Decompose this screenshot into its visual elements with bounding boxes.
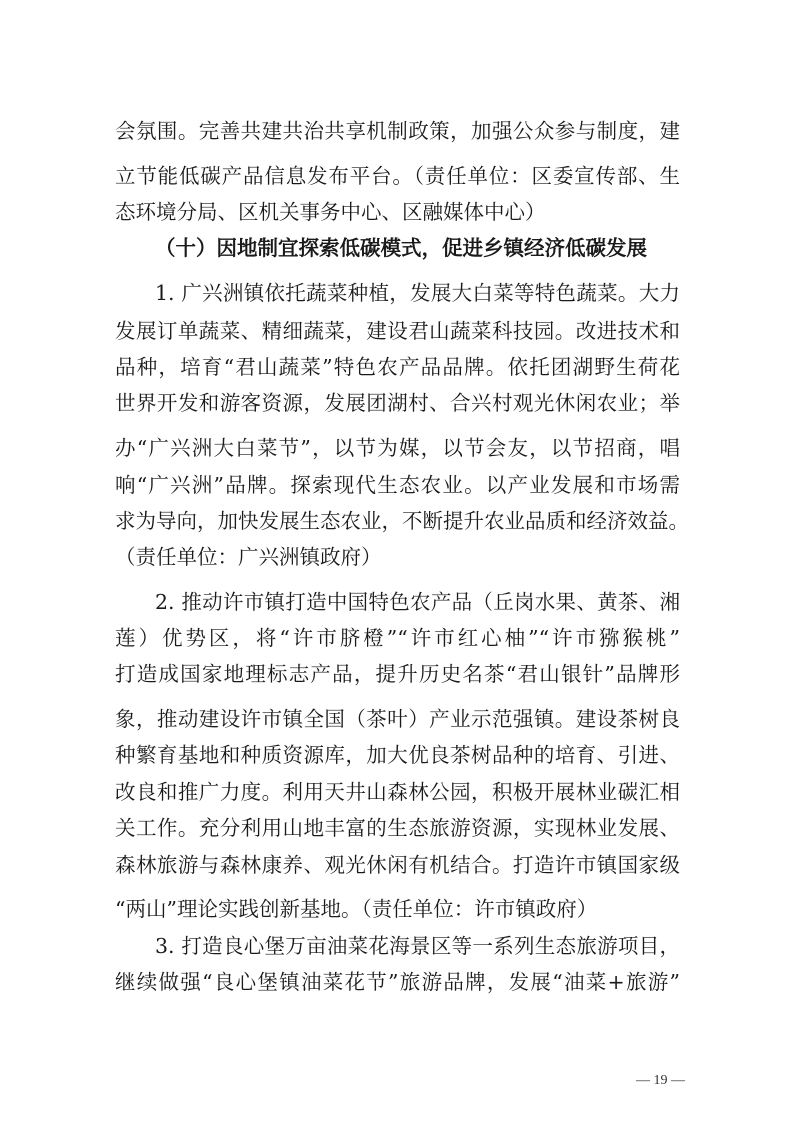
page-number: — 19 —: [636, 1073, 685, 1088]
text-line: 2. 推动许市镇打造中国特色农产品（丘岗水果、黄茶、湘: [155, 590, 680, 614]
text-line: 种繁育基地和种质资源库，加大优良茶树品种的培育、引进、: [115, 743, 680, 767]
text-line: 改良和推广力度。利用天井山森林公园，积极开展林业碳汇相: [115, 780, 680, 804]
text-line: 象，推动建设许市镇全国（茶叶）产业示范强镇。建设茶树良: [115, 707, 680, 731]
text-line: 莲）优势区，将“许市脐橙”“许市红心柚”“许市猕猴桃”: [115, 626, 680, 650]
section-heading: （十）因地制宜探索低碳模式，促进乡镇经济低碳发展: [155, 236, 647, 260]
text-line: 会氛围。完善共建共治共享机制政策，加强公众参与制度，建: [115, 119, 680, 143]
text-line: 立节能低碳产品信息发布平台。（责任单位：区委宣传部、生: [115, 164, 680, 188]
text-line: 态环境分局、区机关事务中心、区融媒体中心）: [115, 200, 546, 224]
text-line: 求为导向，加快发展生态农业，不断提升农业品质和经济效益。: [115, 509, 689, 533]
text-line: 森林旅游与森林康养、观光休闲有机结合。打造许市镇国家级: [115, 853, 680, 877]
text-line: 1. 广兴洲镇依托蔬菜种植，发展大白菜等特色蔬菜。大力: [155, 281, 680, 305]
text-line: 3. 打造良心堡万亩油菜花海景区等一系列生态旅游项目，: [155, 934, 680, 958]
text-line: 品种，培育“君山蔬菜”特色农产品品牌。依托团湖野生荷花: [115, 355, 680, 379]
text-line: 世界开发和游客资源，发展团湖村、合兴村观光休闲农业；举: [115, 391, 680, 415]
text-line: （责任单位：广兴洲镇政府）: [115, 545, 382, 569]
text-line: 办“广兴洲大白菜节”，以节为媒，以节会友，以节招商，唱: [115, 436, 680, 460]
text-line: “两山”理论实践创新基地。（责任单位：许市镇政府）: [115, 897, 598, 921]
text-line: 继续做强“良心堡镇油菜花节”旅游品牌，发展“油菜+旅游”: [115, 970, 680, 994]
text-line: 打造成国家地理标志产品，提升历史名茶“君山银针”品牌形: [115, 662, 680, 686]
text-line: 响“广兴洲”品牌。探索现代生态农业。以产业发展和市场需: [115, 473, 680, 497]
text-line: 发展订单蔬菜、精细蔬菜，建设君山蔬菜科技园。改进技术和: [115, 319, 680, 343]
text-line: 关工作。充分利用山地丰富的生态旅游资源，实现林业发展、: [115, 816, 680, 840]
